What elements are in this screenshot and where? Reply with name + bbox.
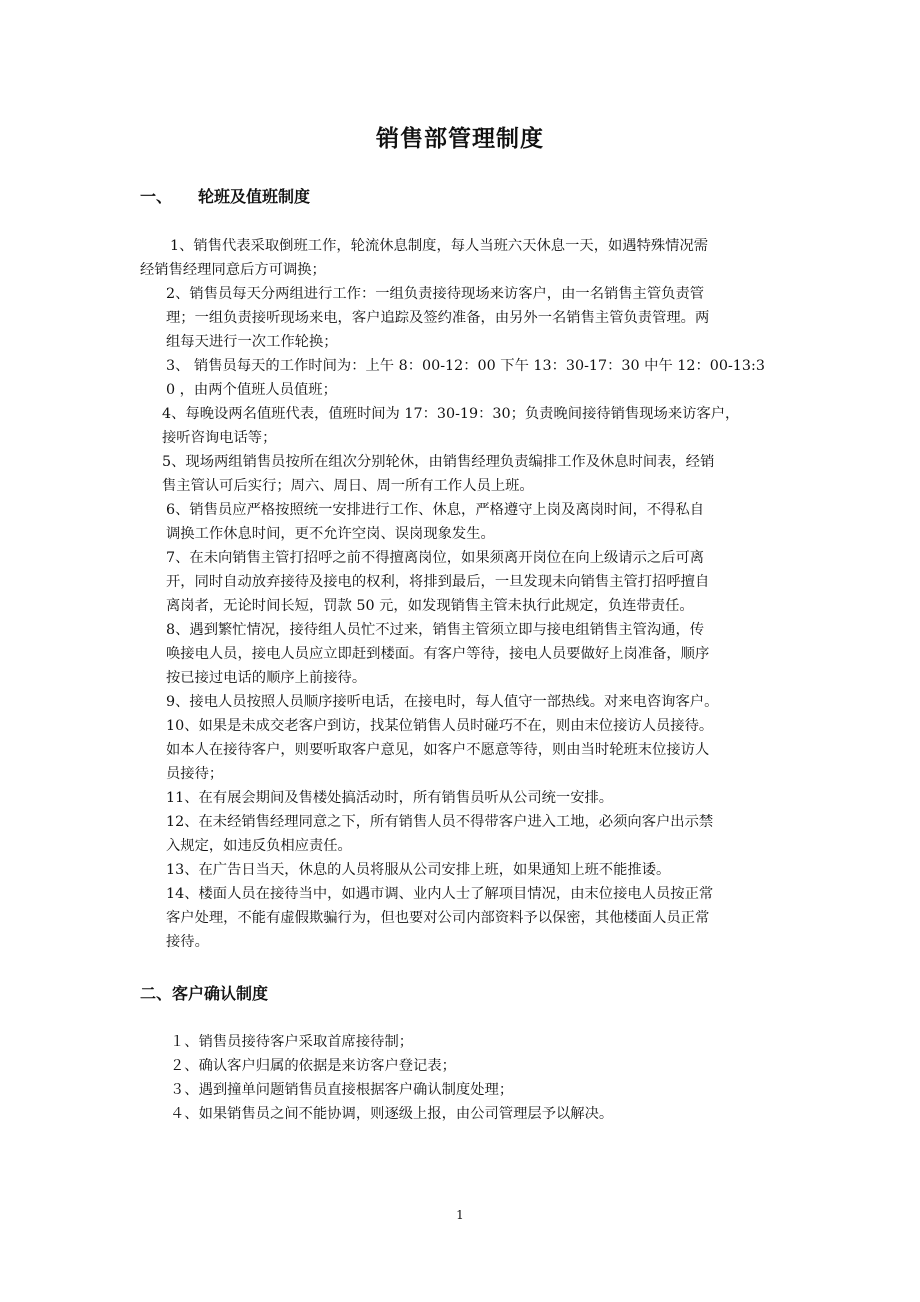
item-line: 11、在有展会期间及售楼处搞活动时，所有销售员听从公司统一安排。 bbox=[166, 790, 614, 806]
item-line: ２、确认客户归属的依据是来访客户登记表； bbox=[170, 1058, 456, 1074]
item-line: 8、遇到繁忙情况，接待组人员忙不过来，销售主管须立即与接电组销售主管沟通，传 bbox=[166, 622, 705, 638]
item-line: 按已接过电话的顺序上前接待。 bbox=[166, 670, 367, 686]
item-line: 9、接电人员按照人员顺序接听电话，在接电时，每人值守一部热线。对来电咨询客户。 bbox=[166, 694, 719, 710]
item-line: 13、在广告日当天，休息的人员将服从公司安排上班，如果通知上班不能推诿。 bbox=[166, 862, 671, 878]
item-line: 4、每晚设两名值班代表，值班时间为 17：30-19：30；负责晚间接待销售现场来访客户， bbox=[162, 406, 740, 422]
section-1-item-8 bbox=[166, 618, 816, 690]
section-1-number: 一、 bbox=[140, 187, 173, 206]
item-line: 开，同时自动放弃接待及接电的权利，将排到最后，一旦发现未向销售主管打招呼擅自 bbox=[166, 574, 710, 590]
section-1-item-7 bbox=[166, 546, 816, 618]
section-1-item-13 bbox=[166, 858, 816, 882]
section-1-item-9 bbox=[166, 690, 816, 714]
item-line: 12、在未经销售经理同意之下，所有销售人员不得带客户进入工地，必须向客户出示禁 bbox=[166, 814, 714, 830]
item-line: 10、如果是未成交老客户到访，找某位销售人员时碰巧不在，则由末位接访人员接待。 bbox=[166, 718, 714, 734]
section-1-title: 轮班及值班制度 bbox=[198, 187, 311, 206]
item-line: 7、在未向销售主管打招呼之前不得擅离岗位，如果须离开岗位在向上级请示之后可离 bbox=[166, 550, 705, 566]
item-line: 离岗者，无论时间长短，罚款 50 元，如发现销售主管未执行此规定，负连带责任。 bbox=[166, 598, 694, 614]
item-line: １、销售员接待客户采取首席接待制； bbox=[170, 1034, 414, 1050]
section-1-item-4 bbox=[162, 402, 812, 450]
section-1-item-2 bbox=[166, 282, 816, 354]
item-line: ３、遇到撞单问题销售员直接根据客户确认制度处理； bbox=[170, 1082, 514, 1098]
item-line: 调换工作休息时间，更不允许空岗、误岗现象发生。 bbox=[166, 526, 495, 542]
item-line: 14、楼面人员在接待当中，如遇市调、业内人士了解项目情况，由末位接电人员按正常 bbox=[166, 886, 714, 902]
item-line: 唤接电人员，接电人员应立即赶到楼面。有客户等待，接电人员要做好上岗准备，顺序 bbox=[166, 646, 710, 662]
section-2-items bbox=[170, 1030, 820, 1126]
section-1-item-6 bbox=[166, 498, 816, 546]
item-line: 6、销售员应严格按照统一安排进行工作、休息，严格遵守上岗及离岗时间，不得私自 bbox=[166, 502, 705, 518]
item-line: 理；一组负责接听现场来电，客户追踪及签约准备，由另外一名销售主管负责管理。两 bbox=[166, 310, 710, 326]
item-line: 接待。 bbox=[166, 934, 209, 950]
item-line: ４、如果销售员之间不能协调，则逐级上报，由公司管理层予以解决。 bbox=[170, 1106, 614, 1122]
section-1-item-14 bbox=[166, 882, 816, 954]
item-line: 接听咨询电话等； bbox=[162, 430, 277, 446]
page-number: 1 bbox=[456, 1208, 464, 1222]
section-1-item-1 bbox=[140, 234, 790, 282]
item-line: 1、销售代表采取倒班工作，轮流休息制度，每人当班六天休息一天，如遇特殊情况需 bbox=[170, 238, 709, 254]
section-1-item-5 bbox=[162, 450, 812, 498]
section-1-item-10 bbox=[166, 714, 816, 786]
item-line: 客户处理，不能有虚假欺骗行为，但也要对公司内部资料予以保密，其他楼面人员正常 bbox=[166, 910, 710, 926]
item-line: 5、现场两组销售员按所在组次分别轮休，由销售经理负责编排工作及休息时间表，经销 bbox=[162, 454, 715, 470]
section-1-heading bbox=[140, 184, 310, 207]
item-line: 如本人在接待客户，则要听取客户意见，如客户不愿意等待，则由当时轮班末位接访人 bbox=[166, 742, 710, 758]
item-line: 2、销售员每天分两组进行工作：一组负责接待现场来访客户，由一名销售主管负责管 bbox=[166, 286, 705, 302]
section-2-heading: 二、客户确认制度 bbox=[140, 984, 269, 1003]
item-line: 入规定，如违反负相应责任。 bbox=[166, 838, 352, 854]
item-line: 售主管认可后实行；周六、周日、周一所有工作人员上班。 bbox=[162, 478, 534, 494]
document-title: 销售部管理制度 bbox=[376, 125, 544, 152]
item-line: 员接待； bbox=[166, 766, 224, 782]
section-1-item-12 bbox=[166, 810, 816, 858]
section-1-item-3 bbox=[166, 354, 816, 402]
section-1-item-11 bbox=[166, 786, 816, 810]
item-line: 组每天进行一次工作轮换； bbox=[166, 334, 338, 350]
item-line: 3、 销售员每天的工作时间为：上午 8：00-12：00 下午 13：30-17：30 中午 12：00-13:3 bbox=[166, 358, 765, 374]
item-line: 经销售经理同意后方可调换； bbox=[140, 262, 326, 278]
item-line: 0 ，由两个值班人员值班； bbox=[166, 382, 337, 398]
